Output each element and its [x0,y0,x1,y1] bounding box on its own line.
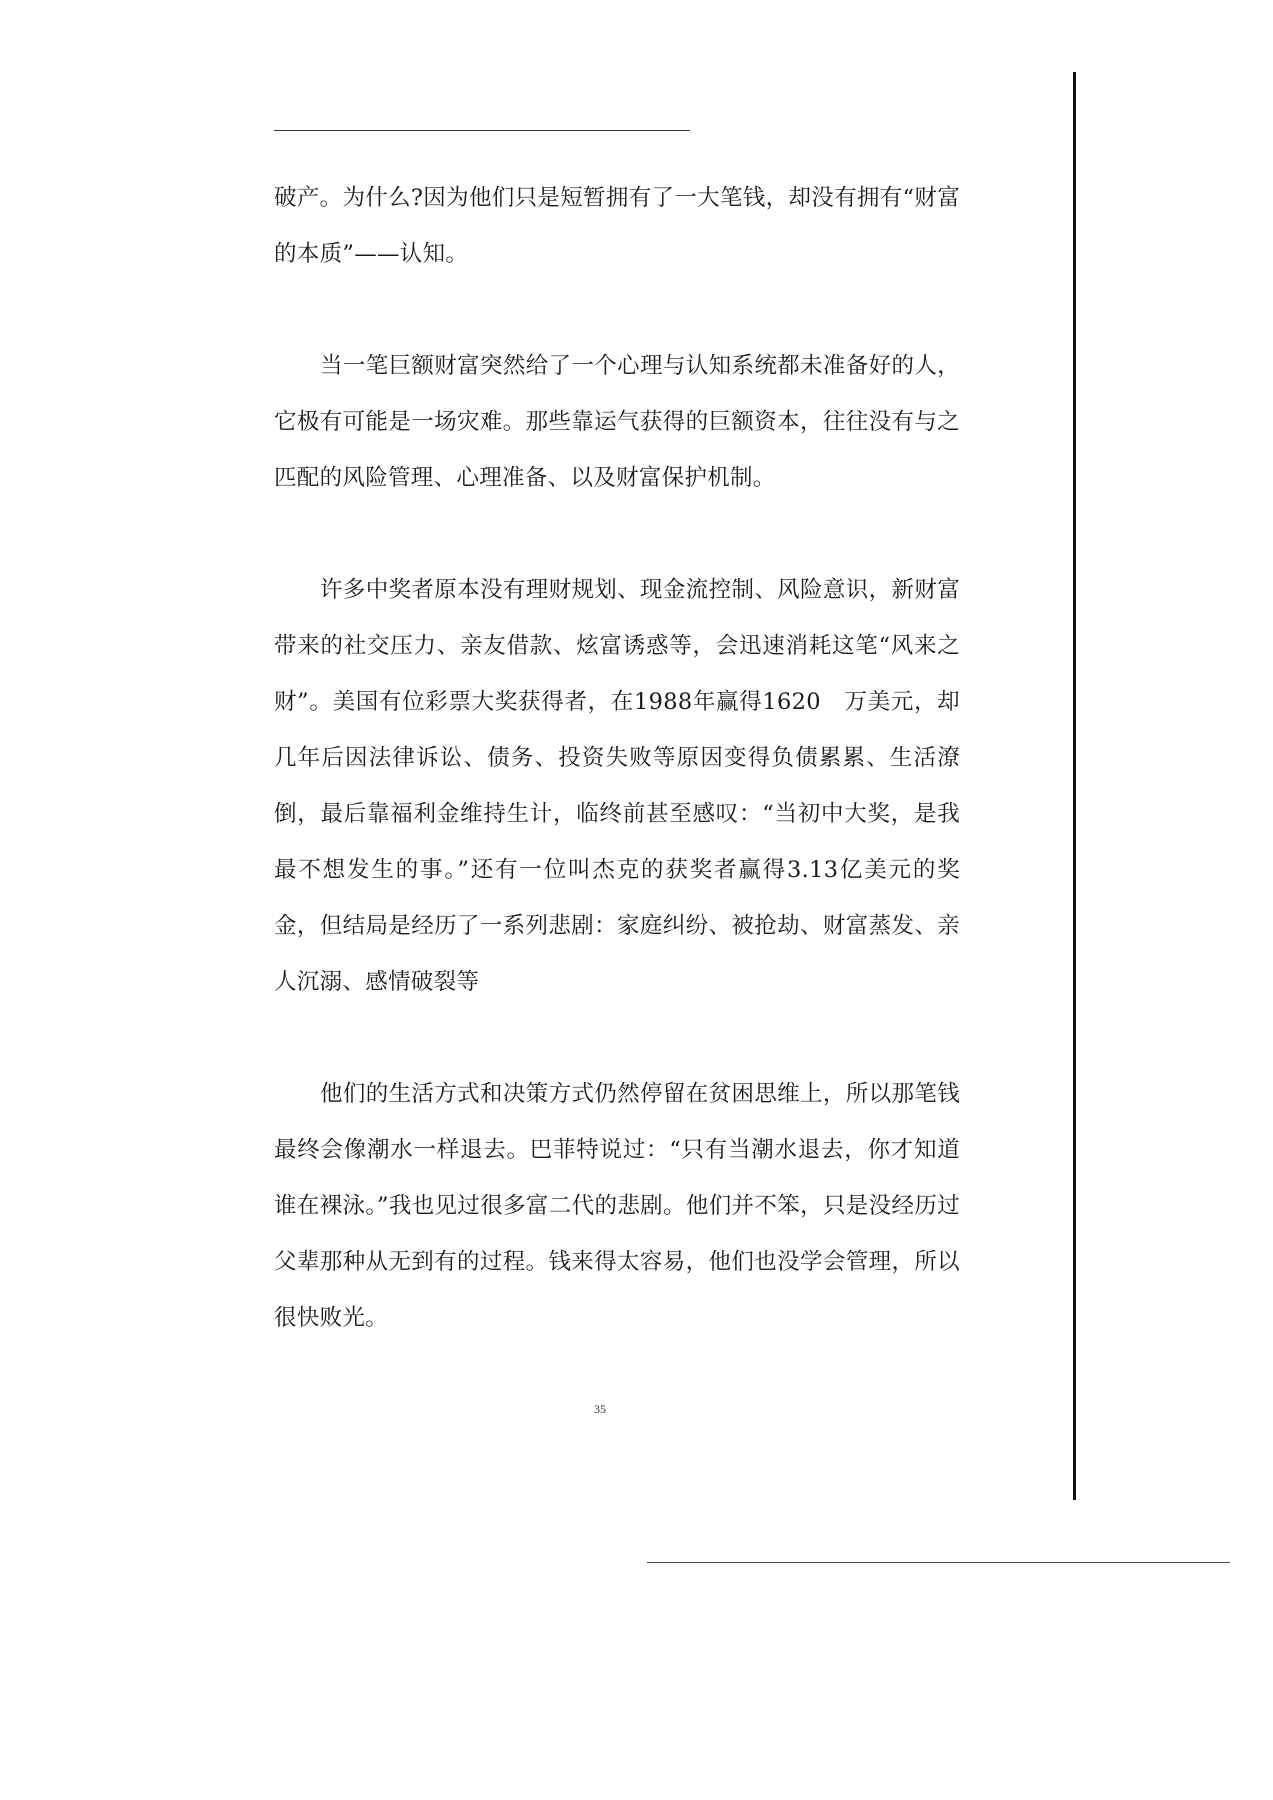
header-rule [274,130,690,131]
footer-rule [647,1562,1230,1563]
page-body [274,170,960,1346]
paragraph: 当一笔巨额财富突然给了一个心理与认知系统都未准备好的人，它极有可能是一场灾难。那些靠运气获得的巨额资本，往往没有与之匹配的风险管理、心理准备、以及财富保护机制。 [274,353,960,491]
paragraph-continued: 破产。为什么?因为他们只是短暂拥有了一大笔钱，却没有拥有“财富的本质”——认知。 [274,185,960,267]
page-number: 35 [594,1402,606,1416]
margin-rule [1073,72,1076,1500]
paragraph: 许多中奖者原本没有理财规划、现金流控制、风险意识，新财富带来的社交压力、亲友借款、炫富诱惑等，会迅速消耗这笔“风来之财”。美国有位彩票大奖获得者，在1988年赢得1620 万美元，却几年后因法律诉讼、债务、投资失败等原因变得负债累累、生活潦倒，最后靠福利金维持生计，临终前甚至感叹：“当初中大奖，是我最不想发生的事。”还有一位叫杰克的获奖者赢得3.13亿美元的奖金，但结局是经历了一系列悲剧：家庭纠纷、被抢劫、财富蒸发、亲人沉溺、感情破裂等 [274,577,960,995]
paragraph: 他们的生活方式和决策方式仍然停留在贫困思维上，所以那笔钱最终会像潮水一样退去。巴菲特说过：“只有当潮水退去，你才知道谁在裸泳。”我也见过很多富二代的悲剧。他们并不笨，只是没经历过父辈那种从无到有的过程。钱来得太容易，他们也没学会管理，所以很快败光。 [274,1081,960,1331]
